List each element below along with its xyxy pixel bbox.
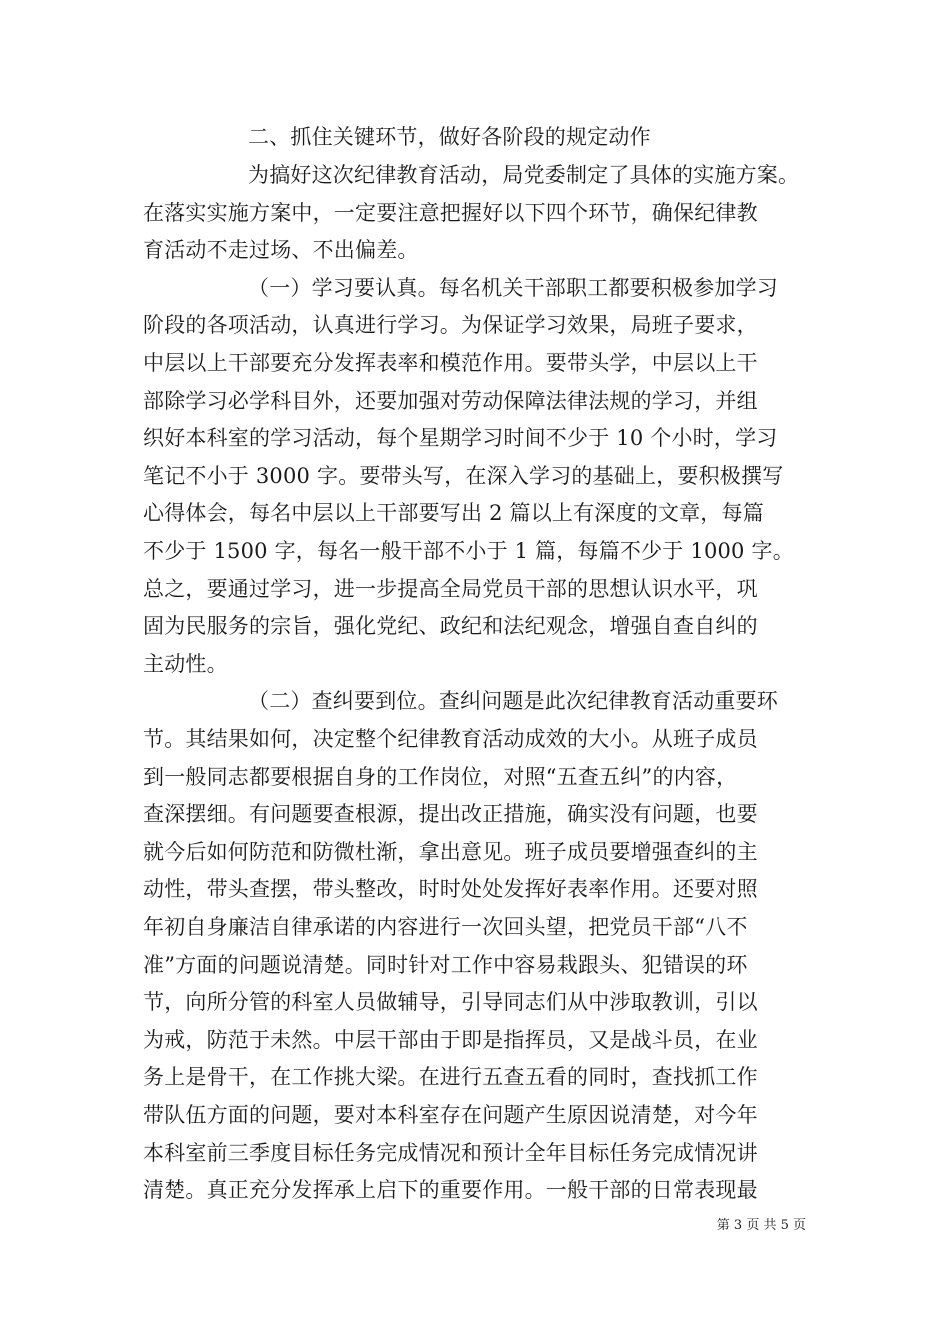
paragraph-line: 固为民服务的宗旨，强化党纪、政纪和法纪观念，增强自查自纠的 [143,614,758,638]
paragraph-line: 就今后如何防范和防微杜渐，拿出意见。班子成员要增强查纠的主 [143,840,758,864]
paragraph-line: 本科室前三季度目标任务完成情况和预计全年目标任务完成情况讲 [143,1141,758,1165]
paragraph-line: 在落实实施方案中，一定要注意把握好以下四个环节，确保纪律教 [143,201,758,225]
paragraph-line: 为戒，防范于未然。中层干部由于即是指挥员，又是战斗员，在业 [143,1028,758,1052]
page-number-footer: 第 3 页 共 5 页 [716,1218,806,1233]
paragraph-line: 总之，要通过学习，进一步提高全局党员干部的思想认识水平，巩 [143,577,758,601]
paragraph-line: 年初自身廉洁自律承诺的内容进行一次回头望，把党员干部“八不 [143,915,748,939]
paragraph-line: 不少于 1500 字，每名一般干部不小于 1 篇，每篇不少于 1000 字。 [143,539,794,563]
section-heading: 二、抓住关键环节，做好各阶段的规定动作 [248,125,651,149]
paragraph-line: 织好本科室的学习活动，每个星期学习时间不少于 10 个小时，学习 [143,426,778,450]
paragraph-line: 主动性。 [143,652,228,676]
paragraph-line: 笔记不小于 3000 字。要带头写，在深入学习的基础上，要积极撰写 [143,464,784,488]
paragraph-line: 节，向所分管的科室人员做辅导，引导同志们从中涉取教训，引以 [143,990,758,1014]
paragraph-line: 为搞好这次纪律教育活动，局党委制定了具体的实施方案。 [248,163,800,187]
paragraph-line: 阶段的各项活动，认真进行学习。为保证学习效果，局班子要求， [143,313,758,337]
subsection-heading-line: （一）学习要认真。每名机关干部职工都要积极参加学习 [248,276,778,300]
paragraph-line: 清楚。真正充分发挥承上启下的重要作用。一般干部的日常表现最 [143,1178,758,1202]
paragraph-line: 心得体会，每名中层以上干部要写出 2 篇以上有深度的文章，每篇 [143,501,764,525]
paragraph-line: 育活动不走过场、不出偏差。 [143,238,419,262]
paragraph-line: 动性，带头查摆，带头整改，时时处处发挥好表率作用。还要对照 [143,877,758,901]
paragraph-line: 部除学习必学科目外，还要加强对劳动保障法律法规的学习，并组 [143,389,758,413]
paragraph-line: 准”方面的问题说清楚。同时针对工作中容易栽跟头、犯错误的环 [143,953,748,977]
paragraph-line: 务上是骨干，在工作挑大梁。在进行五查五看的同时，查找抓工作 [143,1065,758,1089]
paragraph-line: 到一般同志都要根据自身的工作岗位，对照“五查五纠”的内容， [143,765,738,789]
paragraph-line: 中层以上干部要充分发挥表率和模范作用。要带头学，中层以上干 [143,351,758,375]
paragraph-line: 查深摆细。有问题要查根源，提出改正措施，确实没有问题，也要 [143,802,758,826]
subsection-heading-line: （二）查纠要到位。查纠问题是此次纪律教育活动重要环 [248,689,778,713]
paragraph-line: 节。其结果如何，决定整个纪律教育活动成效的大小。从班子成员 [143,727,758,751]
paragraph-line: 带队伍方面的问题，要对本科室存在问题产生原因说清楚，对今年 [143,1103,758,1127]
